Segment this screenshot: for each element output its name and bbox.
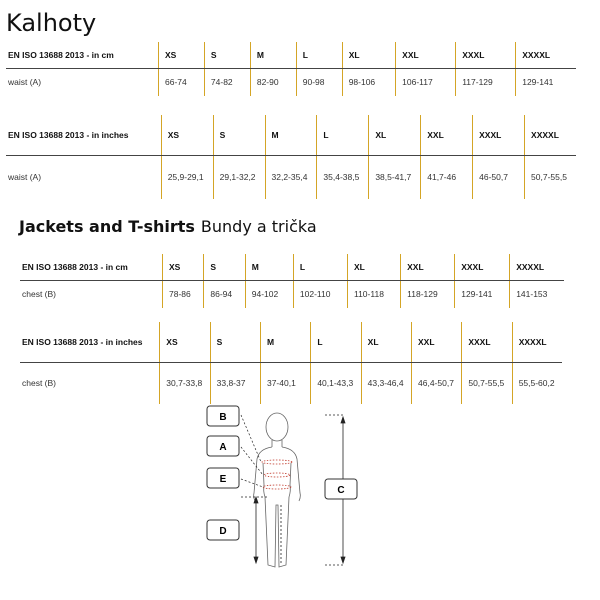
table-cell: 25,9-29,1 — [161, 155, 213, 199]
table-cell: 29,1-32,2 — [213, 155, 265, 199]
table-cell: 78-86 — [163, 280, 204, 308]
row-label: chest (B) — [22, 378, 57, 389]
hip-line — [263, 485, 291, 489]
table-header: EN ISO 13688 2013 - in inches — [20, 322, 160, 362]
size-header: M — [265, 115, 317, 155]
table-cell: 118-129 — [401, 280, 455, 308]
size-header: M — [245, 254, 293, 280]
size-header: XS — [160, 322, 210, 362]
table-cell: 86-94 — [204, 280, 245, 308]
section-heading-cz: Bundy a trička — [200, 217, 317, 236]
size-header: S — [204, 42, 250, 68]
table-cell: 38,5-41,7 — [369, 155, 421, 199]
table-header: EN ISO 13688 2013 - in inches — [6, 115, 161, 155]
size-header: XL — [369, 115, 421, 155]
size-table-pants-cm — [6, 42, 576, 96]
chest-line — [262, 460, 292, 464]
leader-a — [241, 447, 263, 475]
page-title: Kalhoty — [6, 9, 97, 37]
size-header: XXXL — [462, 322, 512, 362]
size-header: XXXL — [473, 115, 525, 155]
table-cell: 110-118 — [347, 280, 400, 308]
size-header: L — [317, 115, 369, 155]
row-label: waist (A) — [8, 77, 42, 88]
table-cell: 129-141 — [516, 68, 576, 96]
table-cell: 30,7-33,8 — [160, 362, 210, 404]
size-header: XXXXL — [516, 42, 576, 68]
size-header: XL — [342, 42, 395, 68]
section-heading-en: Jackets and T-shirts — [19, 217, 195, 236]
table-cell: 37-40,1 — [260, 362, 310, 404]
size-table-jackets-cm — [20, 254, 564, 308]
size-header: L — [311, 322, 361, 362]
size-table-jackets-inches — [20, 322, 562, 404]
waist-line — [264, 473, 290, 477]
size-header: XXL — [401, 254, 455, 280]
size-header: M — [260, 322, 310, 362]
size-header: XXL — [412, 322, 462, 362]
table-cell: 41,7-46 — [421, 155, 473, 199]
diagram-label-b: B — [219, 412, 227, 423]
table-cell: 55,5-60,2 — [512, 362, 562, 404]
size-header: S — [213, 115, 265, 155]
size-header: M — [250, 42, 296, 68]
size-header: XXXXL — [525, 115, 576, 155]
size-header: S — [210, 322, 260, 362]
diagram-label-a: A — [219, 442, 227, 453]
table-cell: 40,1-43,3 — [311, 362, 361, 404]
size-header: XL — [347, 254, 400, 280]
table-cell: 98-106 — [342, 68, 395, 96]
diagram-label-e: E — [219, 474, 227, 485]
leader-e — [241, 479, 263, 487]
table-cell: 50,7-55,5 — [525, 155, 576, 199]
table-header: EN ISO 13688 2013 - in cm — [20, 254, 163, 280]
size-header: XXL — [396, 42, 456, 68]
table-cell: 82-90 — [250, 68, 296, 96]
size-header: XS — [159, 42, 205, 68]
size-table-pants-inches — [6, 115, 576, 199]
size-header: L — [293, 254, 347, 280]
table-cell: 32,2-35,4 — [265, 155, 317, 199]
row-label: waist (A) — [8, 172, 42, 183]
table-cell: 43,3-46,4 — [361, 362, 411, 404]
table-cell: 102-110 — [293, 280, 347, 308]
table-cell: 46-50,7 — [473, 155, 525, 199]
table-cell: 90-98 — [296, 68, 342, 96]
size-header: XS — [161, 115, 213, 155]
size-header: L — [296, 42, 342, 68]
table-cell: 106-117 — [396, 68, 456, 96]
size-header: XXXL — [455, 254, 510, 280]
size-header: S — [204, 254, 245, 280]
table-cell: 50,7-55,5 — [462, 362, 512, 404]
table-header: EN ISO 13688 2013 - in cm — [6, 42, 159, 68]
section-heading — [19, 217, 317, 236]
table-cell: 66-74 — [159, 68, 205, 96]
row-label: chest (B) — [22, 289, 57, 300]
size-header: XXXL — [456, 42, 516, 68]
human-silhouette — [254, 413, 301, 567]
table-cell: 46,4-50,7 — [412, 362, 462, 404]
table-cell: 129-141 — [455, 280, 510, 308]
size-header: XL — [361, 322, 411, 362]
diagram-label-c: C — [337, 485, 345, 496]
size-header: XXXXL — [510, 254, 564, 280]
size-header: XXL — [421, 115, 473, 155]
size-header: XXXXL — [512, 322, 562, 362]
size-header: XS — [163, 254, 204, 280]
table-cell: 141-153 — [510, 280, 564, 308]
table-cell: 74-82 — [204, 68, 250, 96]
table-cell: 117-129 — [456, 68, 516, 96]
diagram-label-d: D — [219, 526, 227, 537]
table-cell: 94-102 — [245, 280, 293, 308]
table-cell: 33,8-37 — [210, 362, 260, 404]
body-measurement-diagram — [205, 405, 365, 573]
table-cell: 35,4-38,5 — [317, 155, 369, 199]
